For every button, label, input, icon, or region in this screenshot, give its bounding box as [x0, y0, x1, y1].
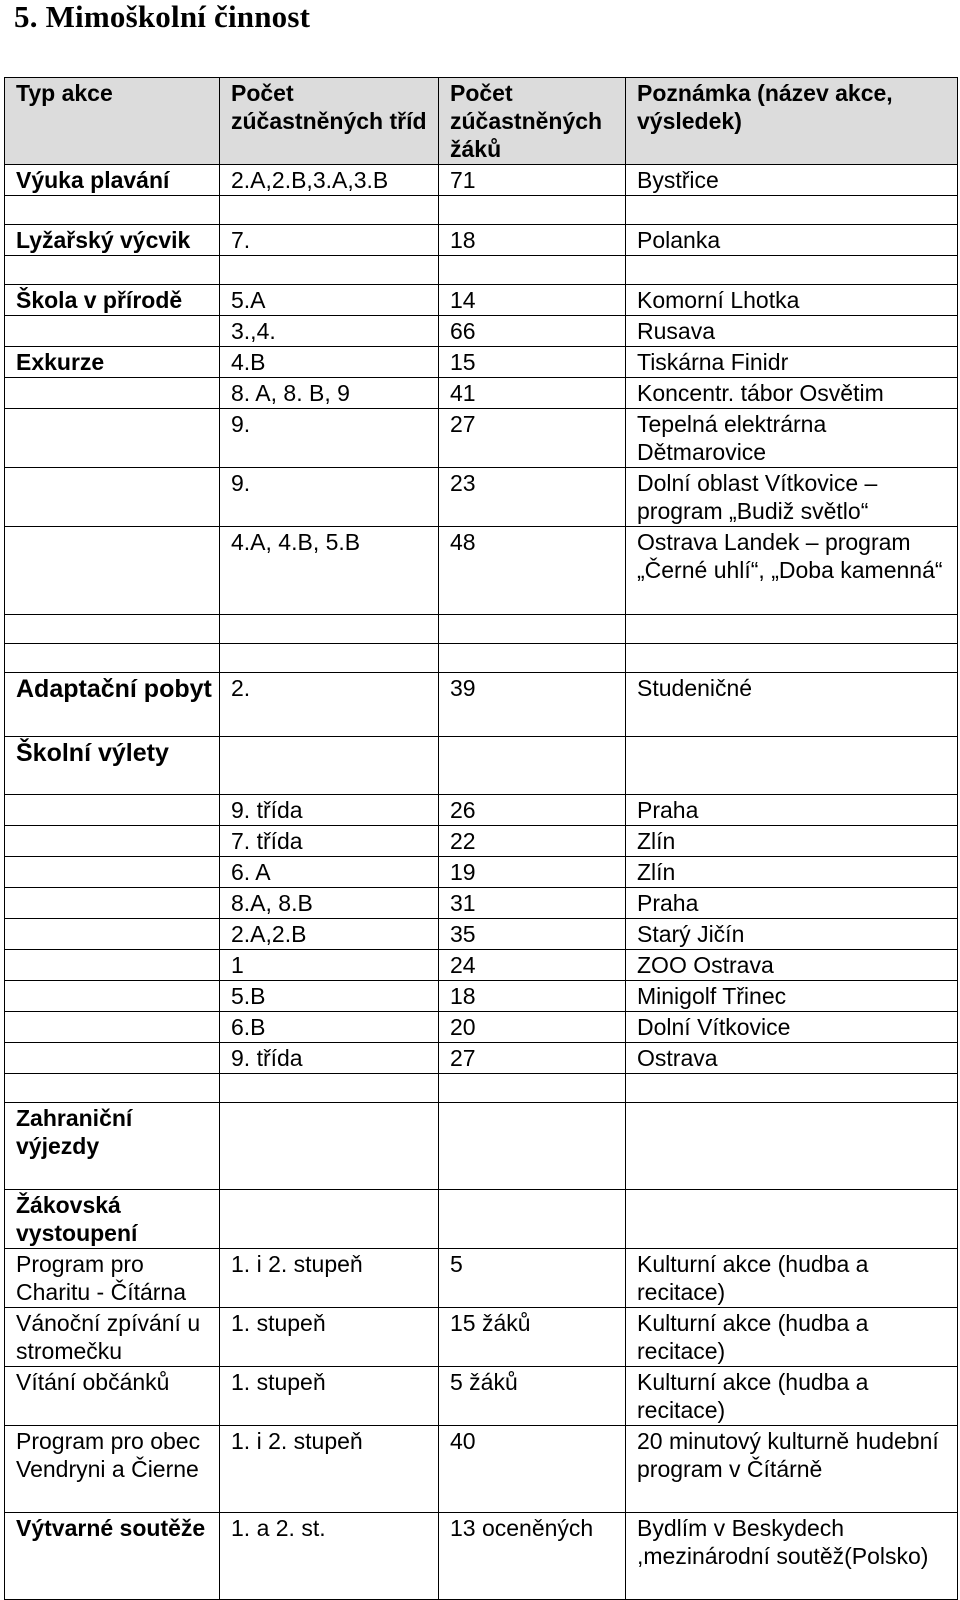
cell-pupils: 66: [439, 316, 626, 347]
cell-type: Výuka plavání: [5, 165, 220, 196]
cell-pupils: [439, 644, 626, 673]
table-row: [5, 527, 958, 615]
cell-pupils: 26: [439, 795, 626, 826]
cell-type: [5, 256, 220, 285]
cell-type: [5, 316, 220, 347]
table-row: [5, 1103, 958, 1190]
cell-pupils: [439, 1074, 626, 1103]
cell-type: [5, 196, 220, 225]
cell-classes: 6. A: [220, 857, 439, 888]
cell-note: Ostrava Landek – program „Černé uhlí“, „Doba kamenná“: [626, 527, 958, 615]
cell-type: Vítání občánků: [5, 1367, 220, 1426]
cell-note: Kulturní akce (hudba a recitace): [626, 1249, 958, 1308]
table-row: [5, 409, 958, 468]
table-row: [5, 165, 958, 196]
cell-type: [5, 409, 220, 468]
cell-classes: 2.A,2.B,3.A,3.B: [220, 165, 439, 196]
table-row: [5, 468, 958, 527]
table-row: [5, 1513, 958, 1600]
cell-classes: [220, 615, 439, 644]
cell-classes: 5.A: [220, 285, 439, 316]
cell-type: Exkurze: [5, 347, 220, 378]
cell-type: [5, 826, 220, 857]
cell-type: Lyžařský výcvik: [5, 225, 220, 256]
cell-note: Kulturní akce (hudba a recitace): [626, 1308, 958, 1367]
table-body: [5, 165, 958, 1600]
cell-note: Rusava: [626, 316, 958, 347]
cell-type: [5, 644, 220, 673]
cell-note: Praha: [626, 795, 958, 826]
cell-type: [5, 981, 220, 1012]
cell-note: Dolní Vítkovice: [626, 1012, 958, 1043]
cell-pupils: 22: [439, 826, 626, 857]
cell-classes: 2.A,2.B: [220, 919, 439, 950]
cell-note: Dolní oblast Vítkovice – program „Budiž světlo“: [626, 468, 958, 527]
cell-note: Kulturní akce (hudba a recitace): [626, 1367, 958, 1426]
cell-pupils: 5 žáků: [439, 1367, 626, 1426]
cell-type: Zahraniční výjezdy: [5, 1103, 220, 1190]
cell-pupils: 24: [439, 950, 626, 981]
cell-note: Praha: [626, 888, 958, 919]
cell-pupils: 13 oceněných: [439, 1513, 626, 1600]
table-row: [5, 285, 958, 316]
cell-classes: 8.A, 8.B: [220, 888, 439, 919]
table-row: [5, 615, 958, 644]
cell-pupils: 40: [439, 1426, 626, 1513]
cell-type: Školní výlety: [5, 737, 220, 795]
cell-note: [626, 615, 958, 644]
cell-note: [626, 737, 958, 795]
cell-note: ZOO Ostrava: [626, 950, 958, 981]
cell-classes: 9. třída: [220, 1043, 439, 1074]
cell-note: Zlín: [626, 857, 958, 888]
cell-classes: 4.B: [220, 347, 439, 378]
cell-pupils: [439, 196, 626, 225]
header-pupils: Počet zúčastněných žáků: [439, 78, 626, 165]
cell-classes: [220, 1190, 439, 1249]
cell-pupils: 35: [439, 919, 626, 950]
cell-classes: [220, 644, 439, 673]
cell-type: [5, 1043, 220, 1074]
cell-type: [5, 468, 220, 527]
cell-note: [626, 196, 958, 225]
cell-pupils: 18: [439, 225, 626, 256]
cell-type: [5, 795, 220, 826]
cell-pupils: 20: [439, 1012, 626, 1043]
cell-pupils: 19: [439, 857, 626, 888]
cell-note: [626, 1103, 958, 1190]
cell-classes: 1. i 2. stupeň: [220, 1426, 439, 1513]
table-row: [5, 256, 958, 285]
table-row: [5, 1074, 958, 1103]
cell-type: [5, 919, 220, 950]
table-row: [5, 1367, 958, 1426]
cell-note: [626, 1074, 958, 1103]
header-note: Poznámka (název akce, výsledek): [626, 78, 958, 165]
cell-type: Výtvarné soutěže: [5, 1513, 220, 1600]
table-row: [5, 795, 958, 826]
cell-pupils: [439, 737, 626, 795]
page-title: 5. Mimoškolní činnost: [14, 0, 311, 34]
cell-pupils: 27: [439, 409, 626, 468]
cell-classes: [220, 256, 439, 285]
cell-pupils: [439, 256, 626, 285]
cell-type: Škola v přírodě: [5, 285, 220, 316]
cell-pupils: 15 žáků: [439, 1308, 626, 1367]
cell-pupils: 23: [439, 468, 626, 527]
table-row: [5, 888, 958, 919]
cell-classes: 7. třída: [220, 826, 439, 857]
header-type: Typ akce: [5, 78, 220, 165]
cell-classes: 5.B: [220, 981, 439, 1012]
cell-pupils: 48: [439, 527, 626, 615]
cell-type: [5, 527, 220, 615]
table-row: [5, 1426, 958, 1513]
cell-pupils: 5: [439, 1249, 626, 1308]
cell-note: Bydlím v Beskydech ,mezinárodní soutěž(Polsko): [626, 1513, 958, 1600]
table-row: [5, 196, 958, 225]
cell-classes: 9. třída: [220, 795, 439, 826]
cell-pupils: [439, 1103, 626, 1190]
cell-note: Starý Jičín: [626, 919, 958, 950]
cell-note: Koncentr. tábor Osvětim: [626, 378, 958, 409]
cell-classes: 1. a 2. st.: [220, 1513, 439, 1600]
cell-type: Program pro Charitu - Čítárna: [5, 1249, 220, 1308]
cell-pupils: 31: [439, 888, 626, 919]
cell-classes: 1: [220, 950, 439, 981]
table-row: [5, 644, 958, 673]
cell-type: Adaptační pobyt: [5, 673, 220, 737]
cell-classes: 9.: [220, 468, 439, 527]
cell-note: Tepelná elektrárna Dětmarovice: [626, 409, 958, 468]
cell-classes: [220, 1103, 439, 1190]
table-row: [5, 316, 958, 347]
table-row: [5, 1249, 958, 1308]
cell-pupils: [439, 615, 626, 644]
header-classes: Počet zúčastněných tříd: [220, 78, 439, 165]
cell-pupils: 14: [439, 285, 626, 316]
table-row: [5, 1043, 958, 1074]
cell-classes: [220, 737, 439, 795]
cell-type: [5, 950, 220, 981]
cell-classes: 1. stupeň: [220, 1308, 439, 1367]
cell-pupils: 27: [439, 1043, 626, 1074]
table-row: [5, 737, 958, 795]
cell-note: Studeničné: [626, 673, 958, 737]
cell-type: Program pro obec Vendryni a Čierne: [5, 1426, 220, 1513]
table-row: [5, 1012, 958, 1043]
cell-classes: [220, 1074, 439, 1103]
cell-note: Komorní Lhotka: [626, 285, 958, 316]
cell-type: [5, 615, 220, 644]
cell-classes: [220, 196, 439, 225]
table-row: [5, 1308, 958, 1367]
table-row: [5, 1190, 958, 1249]
cell-note: Bystřice: [626, 165, 958, 196]
cell-classes: 3.,4.: [220, 316, 439, 347]
cell-pupils: 39: [439, 673, 626, 737]
cell-classes: 9.: [220, 409, 439, 468]
cell-type: [5, 857, 220, 888]
table-row: [5, 378, 958, 409]
cell-note: [626, 644, 958, 673]
table-row: [5, 981, 958, 1012]
cell-classes: 1. i 2. stupeň: [220, 1249, 439, 1308]
cell-type: [5, 888, 220, 919]
cell-type: [5, 1012, 220, 1043]
cell-classes: 8. A, 8. B, 9: [220, 378, 439, 409]
table-row: [5, 950, 958, 981]
cell-pupils: 15: [439, 347, 626, 378]
cell-classes: 6.B: [220, 1012, 439, 1043]
cell-classes: 7.: [220, 225, 439, 256]
cell-classes: 2.: [220, 673, 439, 737]
cell-note: Zlín: [626, 826, 958, 857]
cell-note: [626, 1190, 958, 1249]
table-row: [5, 857, 958, 888]
cell-note: Tiskárna Finidr: [626, 347, 958, 378]
cell-classes: 4.A, 4.B, 5.B: [220, 527, 439, 615]
cell-type: [5, 1074, 220, 1103]
cell-pupils: [439, 1190, 626, 1249]
cell-type: [5, 378, 220, 409]
cell-note: Minigolf Třinec: [626, 981, 958, 1012]
cell-note: [626, 256, 958, 285]
table-row: [5, 225, 958, 256]
cell-pupils: 41: [439, 378, 626, 409]
cell-pupils: 71: [439, 165, 626, 196]
table-row: [5, 919, 958, 950]
cell-pupils: 18: [439, 981, 626, 1012]
table-row: [5, 826, 958, 857]
cell-note: Polanka: [626, 225, 958, 256]
header-row: [5, 78, 958, 165]
cell-note: Ostrava: [626, 1043, 958, 1074]
table-row: [5, 673, 958, 737]
table-row: [5, 347, 958, 378]
cell-note: 20 minutový kulturně hudební program v Čítárně: [626, 1426, 958, 1513]
activities-table: [4, 77, 958, 1600]
cell-type: Žákovská vystoupení: [5, 1190, 220, 1249]
cell-type: Vánoční zpívání u stromečku: [5, 1308, 220, 1367]
cell-classes: 1. stupeň: [220, 1367, 439, 1426]
